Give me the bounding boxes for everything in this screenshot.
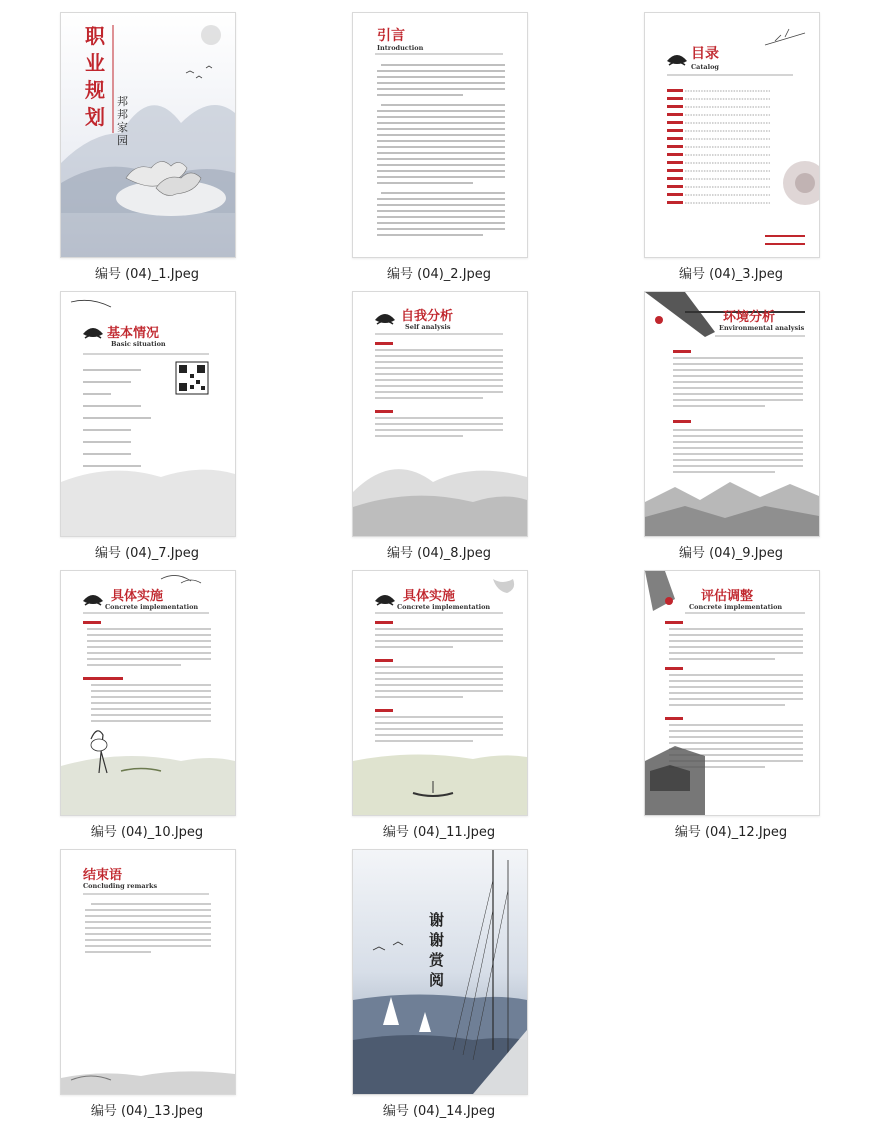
thumbnail-self-analysis[interactable] [352,291,528,537]
thumbnail-environmental-analysis[interactable] [644,291,820,537]
file-tile[interactable] [17,570,277,846]
file-tile[interactable] [309,12,569,288]
page-title: 具体实施 [111,589,164,604]
file-name[interactable]: 编号 (04)_3.Jpeg [678,267,784,282]
page-title: 结束语 [83,868,123,883]
file-name[interactable]: 编号 (04)_13.Jpeg [90,1104,204,1119]
file-tile[interactable] [17,12,277,288]
file-tile[interactable] [309,849,569,1125]
page-title: 引言 [377,28,405,44]
file-tile[interactable] [17,849,277,1125]
page-subtitle: Environmental analysis [719,324,805,332]
file-name[interactable]: 编号 (04)_9.Jpeg [678,546,784,561]
file-name[interactable]: 编号 (04)_1.Jpeg [94,267,200,282]
page-title: 环境分析 [723,310,776,325]
file-name[interactable]: 编号 (04)_7.Jpeg [94,546,200,561]
page-title: 自我分析 [401,309,454,324]
file-tile[interactable] [309,291,569,567]
file-name[interactable]: 编号 (04)_11.Jpeg [382,825,496,840]
page-subtitle: Concrete implementation [105,603,199,611]
catalog-graphics [645,13,819,257]
thumbnail-implementation-11[interactable] [352,570,528,816]
thumbnail-catalog[interactable] [644,12,820,258]
page-title: 目录 [691,46,719,62]
page-subtitle: Catalog [691,63,719,71]
file-tile[interactable] [309,570,569,846]
page-title: 基本情况 [107,326,160,341]
thumbnail-concluding-13[interactable] [60,849,236,1095]
file-name[interactable]: 编号 (04)_2.Jpeg [386,267,492,282]
thumbnail-cover[interactable] [60,12,236,258]
thumbnail-basic-situation[interactable] [60,291,236,537]
file-tile[interactable] [601,12,861,288]
thumbnail-evaluation-12[interactable] [644,570,820,816]
cover-subtitle: 邦邦家园 [117,95,128,147]
page-title: 具体实施 [403,589,456,604]
page-title: 评估调整 [701,589,754,604]
file-name[interactable]: 编号 (04)_10.Jpeg [90,825,204,840]
file-tile[interactable] [601,291,861,567]
cover-title: 职业规划 [85,24,105,129]
thumbnail-thanks-14[interactable] [352,849,528,1095]
file-name[interactable]: 编号 (04)_14.Jpeg [382,1104,496,1119]
file-tile[interactable] [601,570,861,846]
body-text-lines [353,13,527,257]
page-subtitle: Concrete implementation [397,603,491,611]
thumbnail-introduction[interactable] [352,12,528,258]
file-name[interactable]: 编号 (04)_12.Jpeg [674,825,788,840]
page-subtitle: Concrete implementation [689,603,783,611]
file-name[interactable]: 编号 (04)_8.Jpeg [386,546,492,561]
thumbnail-implementation-10[interactable] [60,570,236,816]
page-subtitle: Introduction [377,44,424,52]
page-subtitle: Self analysis [405,323,451,331]
page-subtitle: Concluding remarks [83,882,158,890]
thanks-title: 谢谢赏阅 [429,911,445,989]
page-subtitle: Basic situation [111,340,166,348]
file-tile[interactable] [17,291,277,567]
